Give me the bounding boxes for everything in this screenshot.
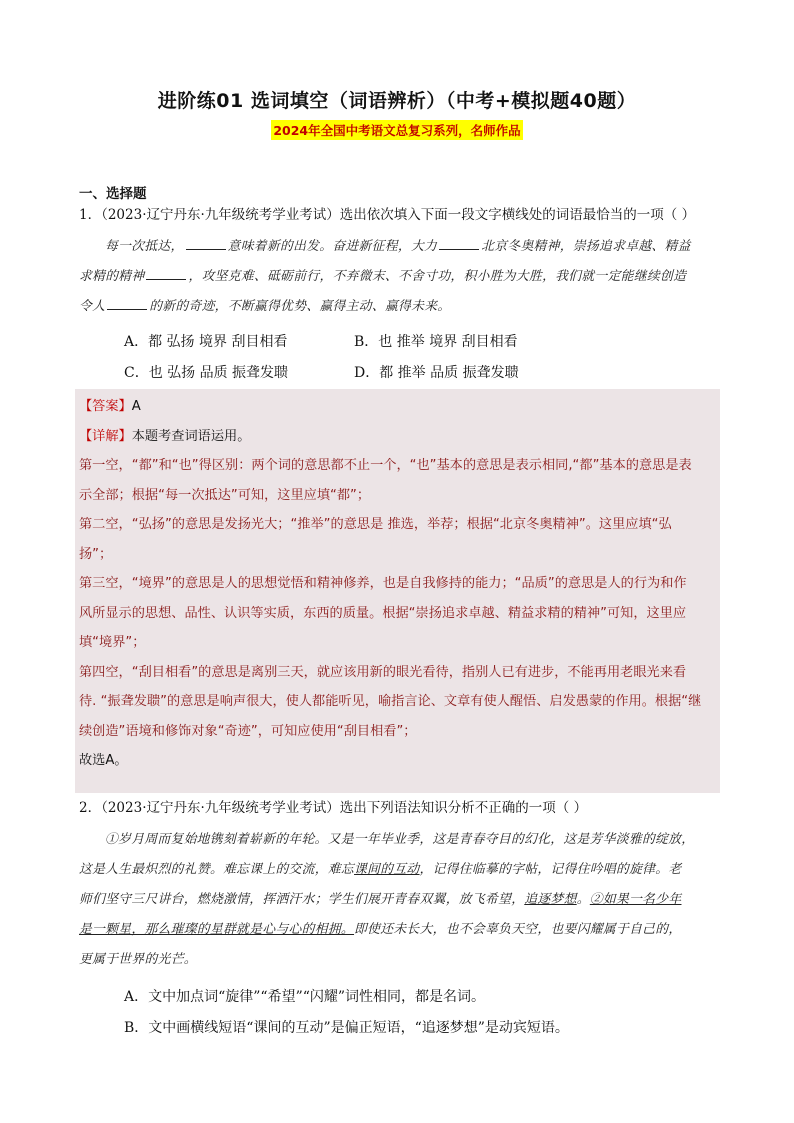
- detail-text: 填“境界”；: [79, 635, 146, 650]
- option-a: A．文中加点词“旋律”“希望”“闪耀”词性相同，都是名词。: [124, 989, 486, 1005]
- conclusion: 故选A。: [79, 753, 128, 768]
- fill-blank: [107, 294, 147, 310]
- question-2-stem: 2．（2023·辽宁丹东·九年级统考学业考试）选出下列语法知识分析不正确的一项（ ）: [79, 800, 588, 816]
- series-subtitle: 2024年全国中考语文总复习系列，名师作品: [271, 120, 522, 140]
- fill-blank: [146, 264, 186, 280]
- answer-value: A: [131, 399, 141, 414]
- passage-line: 求精的精神 ，攻坚克难、砥砺前行，不弃微末、不舍寸功，积小胜为大胜，我们就一定能继续创造: [79, 262, 724, 292]
- passage-line: 更属于世界的光芒。: [79, 952, 197, 967]
- question-2-options: [124, 982, 569, 1044]
- passage-line: 这是人生最炽烈的礼赞。难忘课上的交流，难忘课间的互动，记得住临摹的字帖，记得住吟唱的旋律。老: [79, 862, 682, 877]
- detail-line: 【详解】本题考查词语运用。: [79, 428, 251, 444]
- detail-text: 续创造”语境和修饰对象“奇迹”，可知应使用“刮目相看”；: [79, 723, 417, 739]
- fill-blank: [439, 234, 479, 250]
- option-a: A．都 弘扬 境界 刮目相看: [124, 334, 288, 350]
- page-title: 进阶练01 选词填空（词语辨析）（中考+模拟题40题）: [157, 90, 637, 112]
- underlined-sentence: 是一颗星，那么璀璨的星群就是心与心的相拥。: [79, 922, 355, 937]
- question-1-passage: [79, 232, 724, 322]
- section-heading: 一、选择题: [79, 186, 147, 202]
- detail-text: 第三空，“境界”的意思是人的思想觉悟和精神修养，也是自我修持的能力；“品质”的意思是人的行为和作: [79, 576, 687, 591]
- passage-line: 师们坚守三尺讲台，燃烧激情，挥洒汗水；学生们展开青春双翼，放飞希望，追逐梦想。②如果一名少年: [79, 892, 682, 907]
- option-b: B．文中画横线短语“课间的互动”是偏正短语，“追逐梦想”是动宾短语。: [124, 1020, 569, 1036]
- answer-line: 【答案】A: [79, 399, 141, 414]
- passage-line: 令人 的新的奇迹，不断赢得优势、赢得主动、赢得未来。: [79, 292, 724, 322]
- underlined-phrase: 课间的互动: [354, 862, 420, 877]
- passage-line: ①岁月周而复始地镌刻着崭新的年轮。又是一年毕业季，这是青春夺目的幻化，这是芳华淡雅的绽放，: [105, 832, 695, 847]
- detail-text: 示全部；根据“每一次抵达”可知，这里应填“都”；: [79, 487, 371, 503]
- subtitle-wrap: [0, 120, 794, 140]
- detail-text: 扬”；: [79, 546, 113, 562]
- answer-panel: [79, 392, 724, 776]
- detail-text: 第四空，“刮目相看”的意思是离别三天，就应该用新的眼光看待，指别人已有进步，不能再用老眼光来看: [79, 664, 687, 680]
- underlined-sentence: ②如果一名少年: [589, 892, 682, 907]
- question-2-passage: [79, 825, 724, 975]
- detail-text: 风所显示的思想、品性、认识等实质，东西的质量。根据“崇扬追求卓越、精益求精的精神”可知，这里应: [79, 605, 687, 621]
- option-c: C．也 弘扬 品质 振聋发聩: [124, 365, 289, 381]
- option-b: B．也 推举 境界 刮目相看: [354, 334, 518, 350]
- question-1-stem: 1．（2023·辽宁丹东·九年级统考学业考试）选出依次填入下面一段文字横线处的词语最恰当的一项（ ）: [79, 207, 696, 223]
- question-1-options: [124, 327, 584, 389]
- detail-text: 待. “振聋发聩”的意思是响声很大，使人都能听见，喻指言论、文章有使人醒悟、启发愚蒙的作用。根据“继: [79, 694, 702, 709]
- option-d: D．都 推举 品质 振聋发聩: [354, 365, 519, 381]
- fill-blank: [186, 234, 226, 250]
- detail-text: 第一空，“都”和“也”得区别：两个词的意思都不止一个，“也”基本的意思是表示相同,“都”基本的意思是表: [79, 458, 692, 473]
- passage-line: 是一颗星，那么璀璨的星群就是心与心的相拥。即使还未长大，也不会辜负天空，也要闪耀属于自己的，: [79, 922, 682, 937]
- underlined-phrase: 追逐梦想: [524, 892, 577, 907]
- passage-line: 每一次抵达， 意味着新的出发。奋进新征程，大力 北京冬奥精神，崇扬追求卓越、精益: [79, 232, 724, 262]
- detail-text: 第二空，“弘扬”的意思是发扬光大；“推举”的意思是 推选，举荐；根据“北京冬奥精神”。这里应填“弘: [79, 517, 672, 532]
